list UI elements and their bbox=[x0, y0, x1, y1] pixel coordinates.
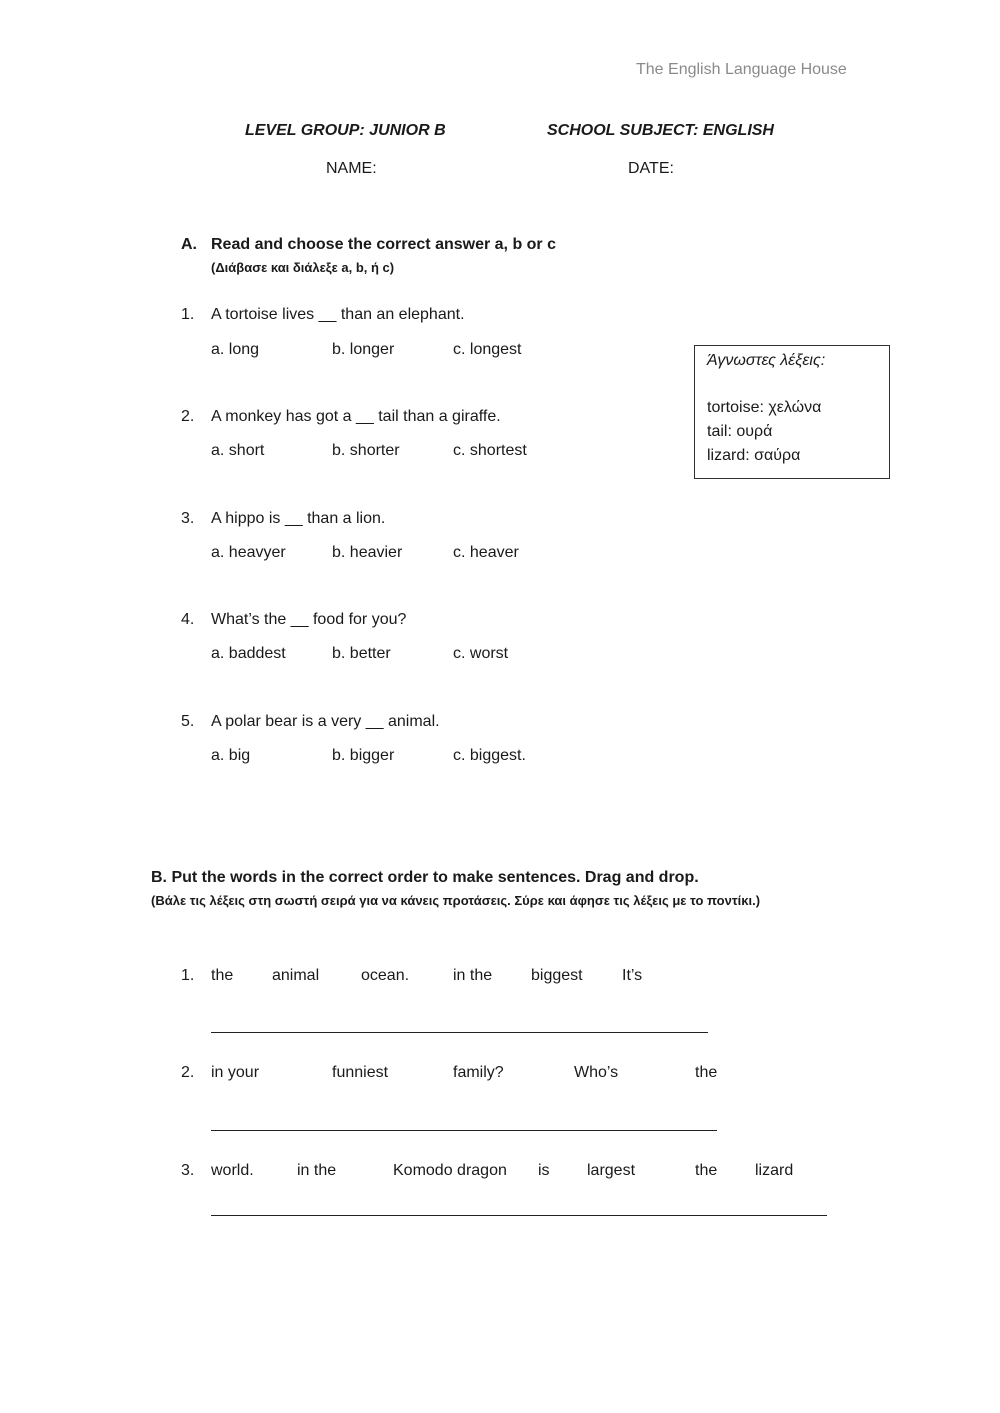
vocabulary-box bbox=[694, 345, 890, 479]
question-text: A monkey has got a __ tail than a giraffe. bbox=[211, 408, 501, 425]
name-label: NAME: bbox=[326, 160, 377, 177]
word-tile[interactable]: in the bbox=[453, 967, 493, 984]
question-text: A hippo is __ than a lion. bbox=[211, 510, 386, 527]
brand-name: The English Language House bbox=[636, 61, 847, 78]
section-a-subtitle: (Διάβασε και διάλεξε a, b, ή c) bbox=[211, 260, 395, 275]
word-tile[interactable]: the bbox=[211, 967, 234, 984]
question-number: 3. bbox=[181, 510, 195, 527]
question-text: A polar bear is a very __ animal. bbox=[211, 713, 440, 730]
word-tile[interactable]: largest bbox=[587, 1162, 636, 1179]
word-tile[interactable]: ocean. bbox=[361, 967, 410, 984]
option-b[interactable]: b. longer bbox=[332, 341, 395, 358]
word-tile[interactable]: Who’s bbox=[574, 1064, 619, 1081]
option-b[interactable]: b. bigger bbox=[332, 747, 395, 764]
word-tile[interactable]: Komodo dragon bbox=[393, 1162, 507, 1179]
word-tile[interactable]: biggest bbox=[531, 967, 583, 984]
option-a[interactable]: a. long bbox=[211, 341, 260, 358]
option-b[interactable]: b. better bbox=[332, 645, 391, 662]
item-number: 1. bbox=[181, 967, 195, 984]
option-a[interactable]: a. heavyer bbox=[211, 544, 286, 561]
answer-line[interactable] bbox=[211, 1032, 708, 1033]
word-tile[interactable]: funniest bbox=[332, 1064, 389, 1081]
word-tile[interactable]: the bbox=[695, 1064, 718, 1081]
school-subject: SCHOOL SUBJECT: ENGLISH bbox=[547, 122, 774, 139]
date-label: DATE: bbox=[628, 160, 674, 177]
word-tile[interactable]: in the bbox=[297, 1162, 337, 1179]
option-a[interactable]: a. baddest bbox=[211, 645, 286, 662]
item-number: 3. bbox=[181, 1162, 195, 1179]
option-c[interactable]: c. biggest. bbox=[453, 747, 526, 764]
vocabulary-item: lizard: σαύρα bbox=[707, 447, 801, 464]
option-b[interactable]: b. shorter bbox=[332, 442, 400, 459]
item-number: 2. bbox=[181, 1064, 195, 1081]
section-b-title: B. Put the words in the correct order to make sentences. Drag and drop. bbox=[151, 869, 699, 886]
question-number: 1. bbox=[181, 306, 195, 323]
word-tile[interactable]: in your bbox=[211, 1064, 260, 1081]
word-tile[interactable]: animal bbox=[272, 967, 320, 984]
word-tile[interactable]: lizard bbox=[755, 1162, 794, 1179]
answer-line[interactable] bbox=[211, 1130, 717, 1131]
answer-line[interactable] bbox=[211, 1215, 827, 1216]
level-group: LEVEL GROUP: JUNIOR B bbox=[245, 122, 446, 139]
vocabulary-title: Άγνωστες λέξεις: bbox=[707, 352, 826, 369]
section-a-title: Read and choose the correct answer a, b or c bbox=[211, 236, 556, 253]
vocabulary-item: tortoise: χελώνα bbox=[707, 399, 822, 416]
word-tile[interactable]: family? bbox=[453, 1064, 504, 1081]
question-number: 4. bbox=[181, 611, 195, 628]
question-number: 5. bbox=[181, 713, 195, 730]
option-a[interactable]: a. big bbox=[211, 747, 251, 764]
word-tile[interactable]: the bbox=[695, 1162, 718, 1179]
option-c[interactable]: c. worst bbox=[453, 645, 509, 662]
question-text: A tortoise lives __ than an elephant. bbox=[211, 306, 465, 323]
option-c[interactable]: c. heaver bbox=[453, 544, 519, 561]
word-tile[interactable]: world. bbox=[211, 1162, 254, 1179]
section-b-subtitle: (Βάλε τις λέξεις στη σωστή σειρά για να κάνεις προτάσεις. Σύρε και άφησε τις λέξεις με το ποντίκι.) bbox=[151, 893, 761, 908]
word-tile[interactable]: is bbox=[538, 1162, 550, 1179]
question-number: 2. bbox=[181, 408, 195, 425]
option-c[interactable]: c. longest bbox=[453, 341, 522, 358]
section-a-letter: A. bbox=[181, 236, 197, 253]
option-b[interactable]: b. heavier bbox=[332, 544, 403, 561]
option-c[interactable]: c. shortest bbox=[453, 442, 527, 459]
word-tile[interactable]: It’s bbox=[622, 967, 643, 984]
vocabulary-item: tail: ουρά bbox=[707, 423, 773, 440]
option-a[interactable]: a. short bbox=[211, 442, 265, 459]
question-text: What’s the __ food for you? bbox=[211, 611, 407, 628]
